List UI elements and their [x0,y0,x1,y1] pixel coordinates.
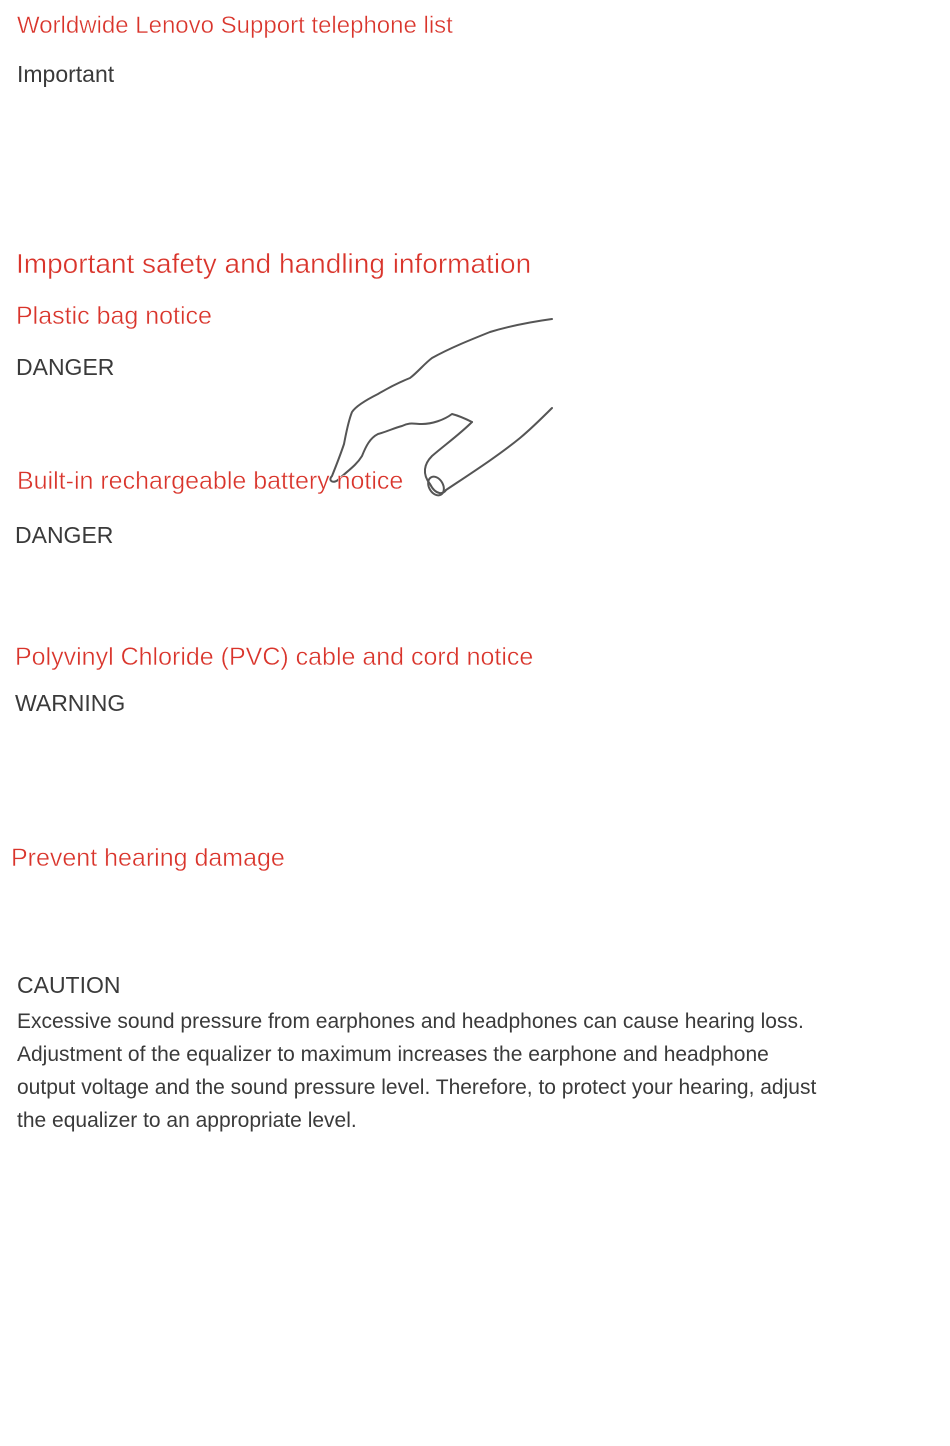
hearing-paragraph [17,1005,947,1137]
important-label: Important [17,61,115,87]
hearing-paragraph-line: Excessive sound pressure from earphones and headphones can cause hearing loss. [17,1010,804,1033]
caution-hearing-label: CAUTION [17,972,121,998]
danger-plastic-label: DANGER [16,354,115,380]
battery-heading: Built-in rechargeable battery notice [17,467,404,495]
hearing-paragraph-line: Adjustment of the equalizer to maximum increases the earphone and headphone [17,1043,769,1066]
telephone-list-heading: Worldwide Lenovo Support telephone list [17,12,453,39]
hearing-paragraph-line: output voltage and the sound pressure level. Therefore, to protect your hearing, adjust [17,1076,817,1099]
pvc-heading: Polyvinyl Chloride (PVC) cable and cord notice [15,643,534,671]
danger-battery-label: DANGER [15,522,114,548]
hearing-heading: Prevent hearing damage [11,844,285,872]
plastic-bag-heading: Plastic bag notice [16,302,212,330]
warning-pvc-label: WARNING [15,690,126,716]
safety-info-heading: Important safety and handling information [16,248,532,279]
hearing-paragraph-line: the equalizer to an appropriate level. [17,1109,357,1132]
